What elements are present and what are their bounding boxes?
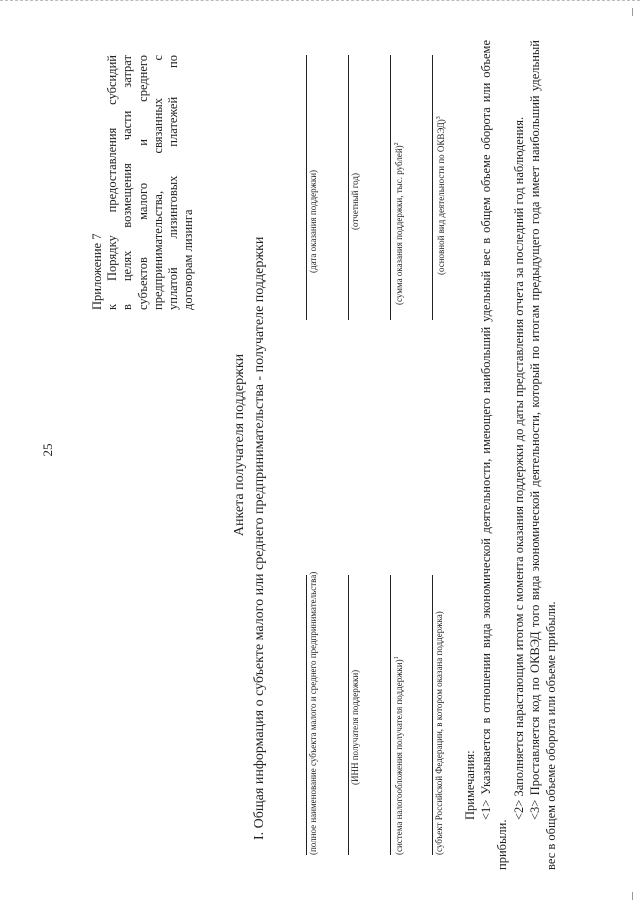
appendix-line: договорам лизинга (181, 209, 196, 310)
section-title: I. Общая информация о субъекте малого или среднего предпринимательства - получателе поддержки (252, 236, 267, 840)
inn-caption: (ИНН получателя поддержки) (350, 669, 360, 785)
support-amount-caption: (сумма оказания поддержки, тыс. рублей)$^2$ (394, 142, 404, 305)
tax-system-caption: (система налогообложения получателя поддержки)$^1$ (394, 656, 404, 855)
region-caption: (субъект Российской Федерации, в котором оказана поддержка) (434, 611, 444, 855)
note-item: <3> Проставляется код по ОКВЭД того вида экономической деятельности, который по итогам предыдущего года имеет наибольший удельный вес в общем объеме оборота или объеме прибыли. (527, 40, 559, 870)
note-item: <2> Заполняется нарастающим итогом с момента оказания поддержки до даты представления отчета за последний год наблюдения. (511, 116, 526, 820)
notes-heading: Примечания: (463, 750, 477, 820)
full-name-caption: (полное наименование субъекта малого и среднего предпринимательства) (308, 571, 318, 855)
notes-block (462, 40, 559, 870)
footnote-ref: 3 (436, 116, 442, 120)
appendix-line: уплатой лизинговых платежей по (166, 55, 181, 310)
support-date-caption: (дата оказания поддержки) (308, 169, 318, 273)
footnote-ref: 2 (394, 142, 400, 146)
appendix-title: Приложение 7 (90, 233, 104, 310)
note-item: <1> Указывается в отношении вида экономической деятельности, имеющего наибольший удельный вес в общем объеме оборота или объеме прибыли. (479, 40, 510, 870)
form-title: Анкета получателя поддержки (232, 353, 247, 537)
footnote-ref: 1 (394, 656, 400, 660)
report-year-caption: (отчетный год) (350, 173, 360, 230)
page-number: 25 (40, 443, 55, 457)
appendix-line: предпринимательства, связанных с (150, 55, 165, 310)
appendix-line: субъектов малого и среднего (135, 55, 150, 310)
appendix-line: к Порядку предоставления субсидий (105, 55, 120, 310)
appendix-header (90, 55, 196, 310)
appendix-line: в целях возмещения части затрат (120, 55, 135, 310)
okved-caption: (основной вид деятельности по ОКВЭД)$^3$ (436, 116, 446, 275)
